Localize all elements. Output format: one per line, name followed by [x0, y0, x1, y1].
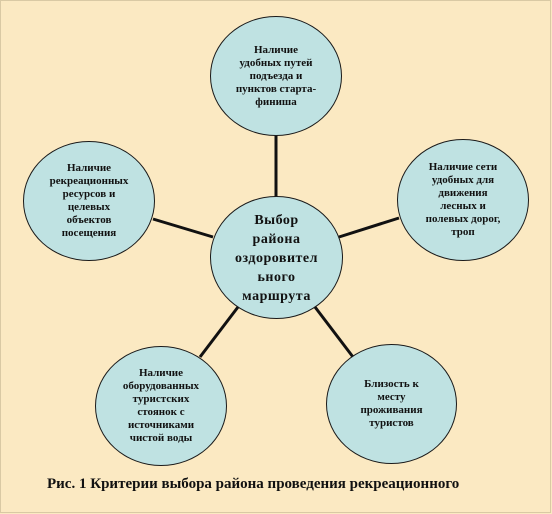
connector-bottom-right — [315, 307, 353, 357]
center-topic — [210, 196, 343, 319]
criterion-recreational-resources-label: Наличие рекреационных ресурсов и целевых объектов посещения — [49, 162, 129, 239]
connector-right — [339, 218, 399, 237]
connector-left — [153, 219, 213, 237]
criterion-campsites — [95, 346, 227, 466]
criterion-access-routes-label: Наличие удобных путей подъезда и пунктов старта- финиша — [235, 43, 317, 108]
criterion-recreational-resources — [23, 141, 155, 261]
figure-caption: Рис. 1 Критерии выбора района проведения рекреационного — [47, 476, 460, 492]
criterion-campsites-label: Наличие оборудованных туристских стоянок с источниками чистой воды — [122, 367, 200, 444]
criterion-road-network — [397, 139, 529, 261]
criterion-road-network-label: Наличие сети удобных для движения лесных и полевых дорог, троп — [425, 161, 501, 238]
connector-bottom-left — [200, 307, 238, 357]
criterion-proximity-label: Близость к месту проживания туристов — [360, 378, 423, 429]
center-topic-label: Выбор района оздоровител ьного маршрута — [235, 213, 318, 304]
criterion-access-routes — [210, 16, 342, 136]
criterion-proximity — [326, 344, 457, 464]
